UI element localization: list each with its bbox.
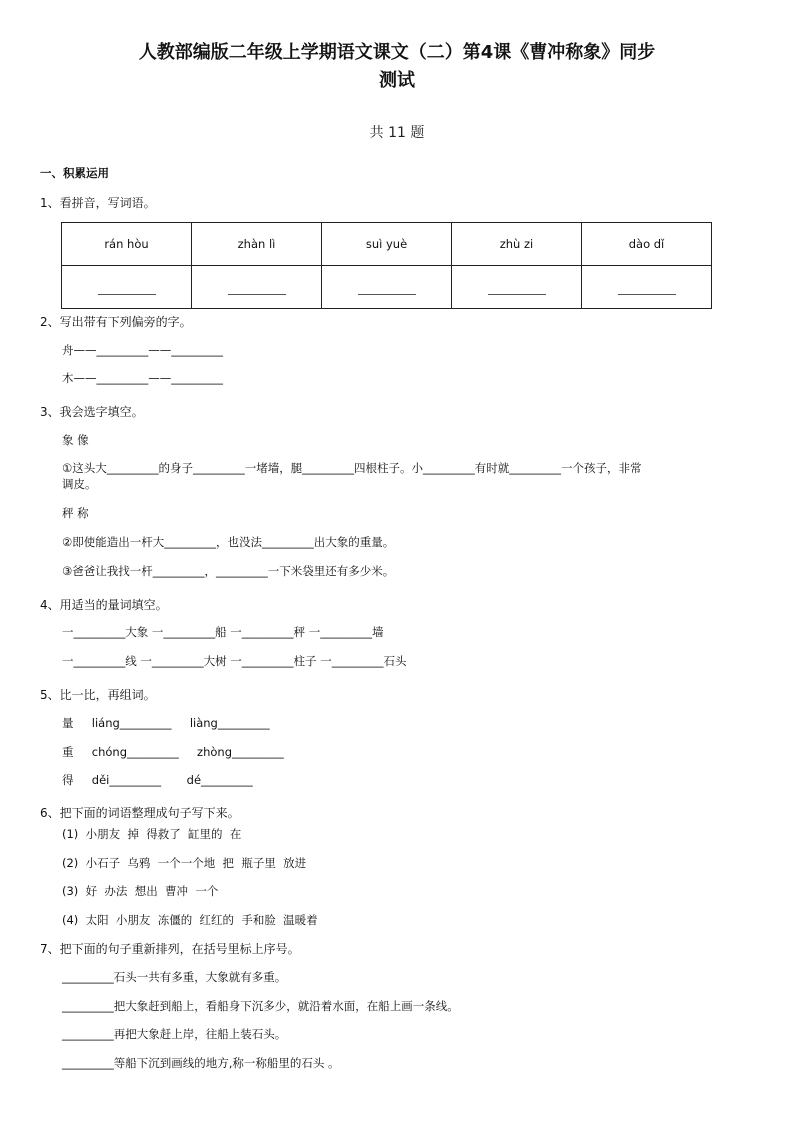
q2-line: 舟——_________——_________ — [62, 343, 223, 357]
pinyin-table — [61, 222, 712, 309]
answer-cell[interactable] — [62, 266, 192, 309]
q5-row: 得 děi_________ dé_________ — [62, 773, 253, 787]
answer-row — [62, 266, 712, 309]
answer-cell[interactable] — [192, 266, 322, 309]
q6-item: (1) 小朋友 掉 得救了 缸里的 在 — [62, 827, 242, 841]
section-title: 一、积累运用 — [40, 166, 109, 180]
pinyin-cell: suì yuè — [322, 223, 452, 266]
answer-blank — [358, 280, 416, 295]
q3-char-pair: 象 像 — [62, 433, 89, 447]
q1-stem: 1、看拼音，写词语。 — [40, 196, 156, 210]
q6-stem: 6、把下面的词语整理成句子写下来。 — [40, 806, 240, 820]
pinyin-cell: dào dǐ — [582, 223, 712, 266]
answer-blank — [98, 280, 156, 295]
q6-item: (4) 太阳 小朋友 冻僵的 红红的 手和脸 温暖着 — [62, 913, 318, 927]
q4-line: 一_________线 一_________大树 一_________柱子 一_________石头 — [62, 654, 407, 668]
pinyin-cell: rán hòu — [62, 223, 192, 266]
q3-sentence: ③爸爸让我找一杆_________，_________一下米袋里还有多少米。 — [62, 564, 395, 578]
q6-item: (3) 好 办法 想出 曹冲 一个 — [62, 884, 219, 898]
page-title-line2: 测试 — [379, 70, 415, 91]
q3-sentence: ②即使能造出一杆大_________，也没法_________出大象的重量。 — [62, 535, 395, 549]
answer-cell[interactable] — [452, 266, 582, 309]
answer-blank — [618, 280, 676, 295]
q7-item: _________等船下沉到画线的地方,称一称船里的石头 。 — [62, 1056, 340, 1070]
q2-line: 木——_________——_________ — [62, 371, 223, 385]
q2-stem: 2、写出带有下列偏旁的字。 — [40, 315, 192, 329]
answer-blank — [488, 280, 546, 295]
q3-char-pair: 秤 称 — [62, 506, 89, 520]
answer-cell[interactable] — [322, 266, 452, 309]
page-title-line1: 人教部编版二年级上学期语文课文（二）第4课《曹冲称象》同步 — [138, 42, 656, 63]
pinyin-row — [62, 223, 712, 266]
q7-item: _________再把大象赶上岸，往船上装石头。 — [62, 1027, 287, 1041]
q4-stem: 4、用适当的量词填空。 — [40, 598, 168, 612]
q3-stem: 3、我会选字填空。 — [40, 405, 144, 419]
q7-item: _________石头一共有多重，大象就有多重。 — [62, 970, 287, 984]
pinyin-cell: zhàn lì — [192, 223, 322, 266]
q4-line: 一_________大象 一_________船 一_________秤 一_________墙 — [62, 625, 384, 639]
answer-cell[interactable] — [582, 266, 712, 309]
q6-item: (2) 小石子 乌鸦 一个一个地 把 瓶子里 放进 — [62, 856, 307, 870]
q7-item: _________把大象赶到船上，看船身下沉多少，就沿着水面，在船上画一条线。 — [62, 999, 459, 1013]
q5-row: 重 chóng_________ zhòng_________ — [62, 745, 284, 759]
q3-sentence: 调皮。 — [62, 477, 97, 491]
q5-stem: 5、比一比，再组词。 — [40, 688, 156, 702]
pinyin-cell: zhù zi — [452, 223, 582, 266]
q7-stem: 7、把下面的句子重新排列，在括号里标上序号。 — [40, 942, 300, 956]
q3-sentence: ①这头大_________的身子_________一堵墙，腿_________四根柱子。小_________有时就_________一个孩子，非常 — [62, 461, 642, 475]
answer-blank — [228, 280, 286, 295]
q5-row: 量 liáng_________ liàng_________ — [62, 716, 270, 730]
question-count: 共 11 题 — [369, 125, 425, 141]
